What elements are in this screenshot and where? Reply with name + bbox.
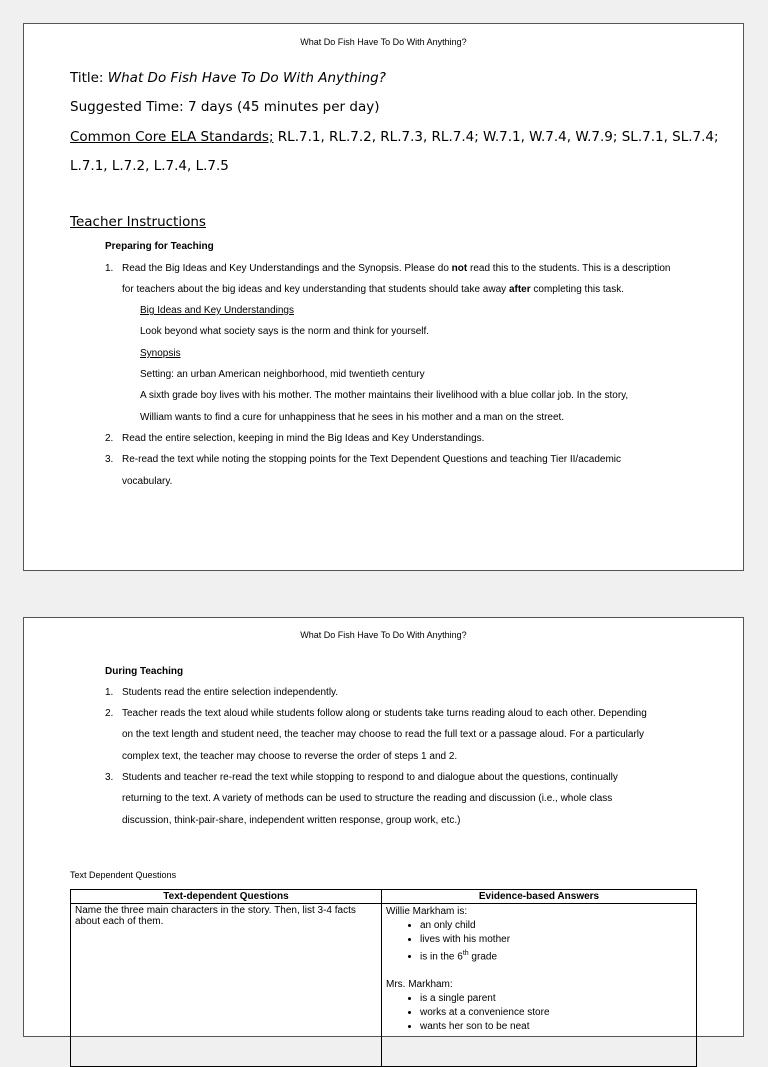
list-item: [420, 947, 692, 964]
standards-values-1: RL.7.1, RL.7.2, RL.7.3, RL.7.4; W.7.1, W.7.4, W.7.9; SL.7.1, SL.7.4;: [273, 129, 719, 145]
question-cell: Name the three main characters in the story. Then, list 3-4 facts about each of them.: [71, 904, 382, 1067]
grade-superscript: th: [462, 950, 469, 957]
during-teaching-heading: During Teaching: [105, 666, 184, 677]
step1-bold-after: after: [508, 284, 531, 295]
list-item: • is a single parent: [420, 992, 692, 1006]
standards-line-2: L.7.1, L.7.2, L.7.4, L.7.5: [70, 158, 229, 174]
document-page-1: [23, 23, 744, 571]
synopsis-setting: Setting: an urban American neighborhood, mid twentieth century: [140, 369, 425, 380]
willie-facts-list: [386, 919, 692, 964]
big-ideas-text: Look beyond what society says is the norm and think for yourself.: [140, 326, 430, 337]
column-header-questions: Text-dependent Questions: [71, 890, 382, 904]
tdq-label: Text Dependent Questions: [70, 870, 177, 880]
step1-line1: [122, 263, 670, 274]
preparing-heading: Preparing for Teaching: [105, 241, 214, 252]
text-dependent-questions-table: [70, 889, 697, 1067]
suggested-time-line: [70, 99, 379, 115]
step1-line2: [122, 284, 624, 295]
step1-text-b: read this to the students. This is a description: [467, 263, 671, 274]
column-header-answers: Evidence-based Answers: [382, 890, 697, 904]
willie-heading: Willie Markham is:: [386, 906, 468, 917]
list-item: • works at a convenience store: [420, 1006, 692, 1020]
during-step3-line1: Students and teacher re-read the text while stopping to respond to and dialogue about the questions, continually: [122, 772, 618, 783]
step1-text-a: Read the Big Ideas and Key Understandings and the Synopsis. Please do: [122, 263, 452, 274]
list-number: 2.: [105, 433, 114, 444]
mrs-markham-facts-list: [386, 992, 692, 1034]
during-step2-line3: complex text, the teacher may choose to reverse the order of steps 1 and 2.: [122, 751, 458, 762]
standards-label: Common Core ELA Standards;: [70, 129, 274, 145]
list-number: 3.: [105, 772, 114, 783]
synopsis-line2: William wants to find a cure for unhappiness that he sees in his mother and a man on the street.: [140, 412, 565, 423]
running-header: What Do Fish Have To Do With Anything?: [300, 630, 467, 640]
during-step3-line3: discussion, think-pair-share, independent written response, group work, etc.): [122, 815, 461, 826]
big-ideas-heading: Big Ideas and Key Understandings: [140, 305, 294, 316]
step3-line2: vocabulary.: [122, 476, 173, 487]
during-step2-line1: Teacher reads the text aloud while students follow along or students take turns reading aloud to each other. Depending: [122, 708, 647, 719]
step2-text: Read the entire selection, keeping in mind the Big Ideas and Key Understandings.: [122, 433, 485, 444]
time-label: Suggested Time:: [70, 99, 188, 115]
document-page-2: [23, 617, 744, 1037]
mrs-markham-heading: Mrs. Markham:: [386, 979, 453, 991]
list-item: • lives with his mother: [420, 933, 692, 947]
title-label: Title:: [70, 70, 108, 86]
list-item: • an only child: [420, 919, 692, 933]
list-number: 2.: [105, 708, 114, 719]
time-value: 7 days (45 minutes per day): [187, 99, 380, 115]
during-step2-line2: on the text length and student need, the teacher may choose to read the full text or a passage aloud. For a particularly: [122, 729, 644, 740]
during-step3-line2: returning to the text. A variety of methods can be used to structure the reading and discussion (i.e., whole class: [122, 793, 613, 804]
during-step1: Students read the entire selection independently.: [122, 687, 339, 698]
answer-cell: [382, 904, 697, 1067]
running-header: What Do Fish Have To Do With Anything?: [300, 37, 467, 47]
synopsis-heading: Synopsis: [140, 348, 181, 359]
step3-line1: Re-read the text while noting the stopping points for the Text Dependent Questions and teaching Tier II/academic: [122, 454, 622, 465]
list-number: 3.: [105, 454, 114, 465]
title-value: What Do Fish Have To Do With Anything?: [107, 70, 386, 86]
list-number: 1.: [105, 263, 114, 274]
list-number: 1.: [105, 687, 114, 698]
standards-line-1: [70, 129, 719, 145]
teacher-instructions-heading: Teacher Instructions: [70, 214, 206, 230]
step1-bold-not: not: [451, 263, 468, 274]
step1-text-d: completing this task.: [530, 284, 624, 295]
title-line: [70, 70, 386, 86]
table-row: [71, 904, 697, 1067]
grade-text: is in the 6: [420, 951, 463, 963]
list-item: • wants her son to be neat: [420, 1020, 692, 1034]
table-header-row: [71, 890, 697, 904]
step1-text-c: for teachers about the big ideas and key understanding that students should take away: [122, 284, 509, 295]
synopsis-line1: A sixth grade boy lives with his mother. The mother maintains their livelihood with a blue collar job. In the story,: [140, 390, 629, 401]
grade-suffix: grade: [468, 951, 498, 963]
